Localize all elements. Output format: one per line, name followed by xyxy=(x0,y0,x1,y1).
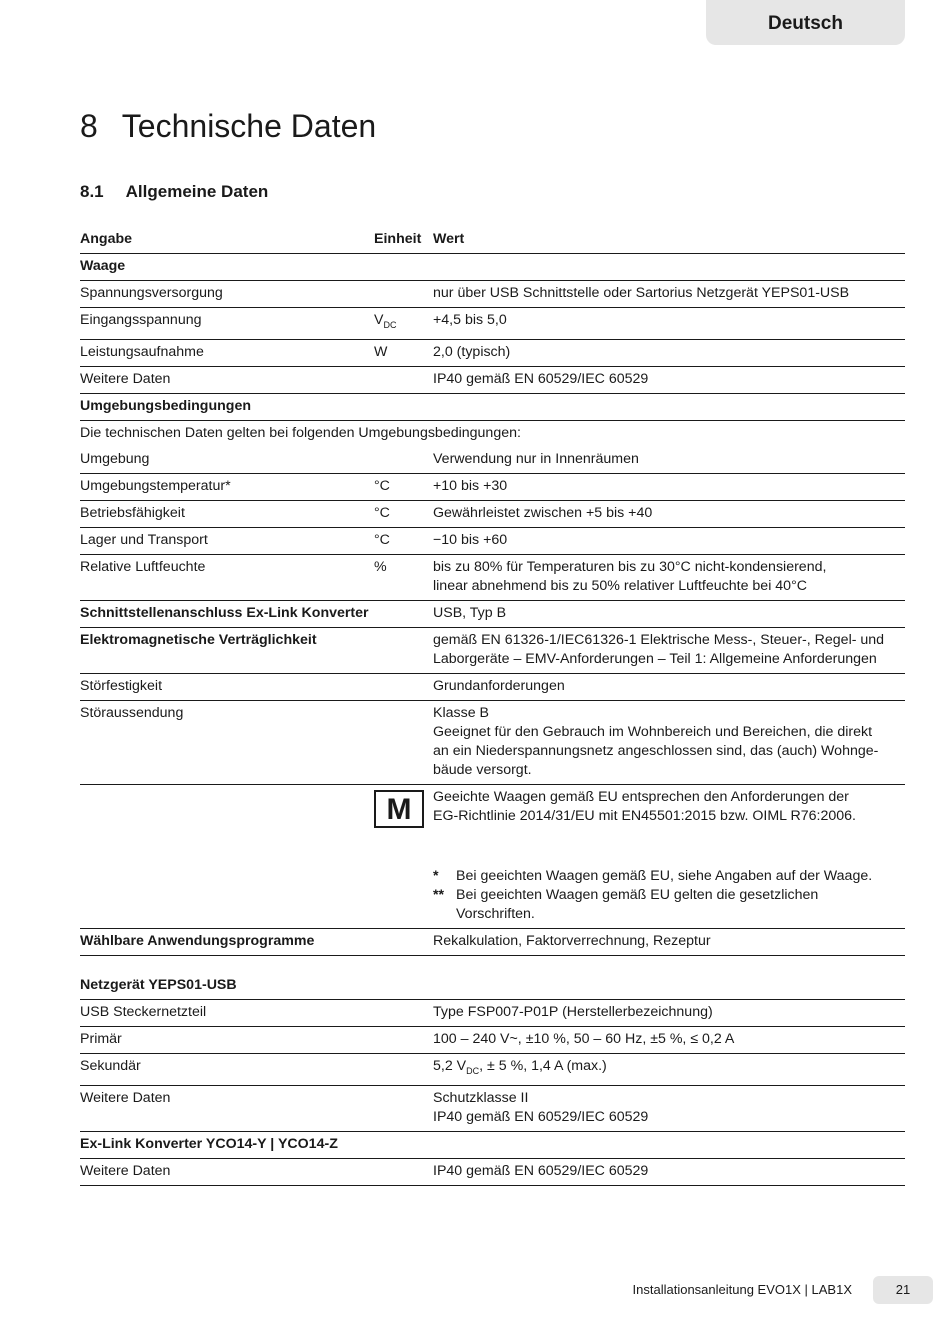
row-label: Spannungsversorgung xyxy=(80,281,374,308)
row-label: USB Steckernetzteil xyxy=(80,1000,433,1027)
row-value: Gewährleistet zwischen +5 bis +40 xyxy=(433,501,905,528)
row-unit xyxy=(374,281,433,308)
unit-symbol: V xyxy=(374,312,384,328)
column-header-unit: Einheit xyxy=(374,227,433,254)
spacer xyxy=(80,832,905,864)
spacer xyxy=(80,956,905,974)
footnote-list xyxy=(433,867,905,924)
table-row xyxy=(80,701,905,785)
row-unit xyxy=(374,447,433,474)
applications-value: Rekalkulation, Faktorverrechnung, Rezeptur xyxy=(433,929,905,956)
value-line: EG-Richtlinie 2014/31/EU mit EN45501:2015 bzw. OIML R76:2006. xyxy=(433,808,856,824)
value-line: gemäß EN 61326-1/IEC61326-1 Elektrische Mess-, Steuer-, Regel- und xyxy=(433,632,885,648)
column-header-value: Wert xyxy=(433,227,905,254)
group-heading-converter: Ex-Link Konverter YCO14-Y | YCO14-Z xyxy=(80,1132,905,1159)
group-heading-row xyxy=(80,973,905,1000)
footnote-line: Bei geeichten Waagen gemäß EU gelten die gesetzlichen xyxy=(456,887,819,903)
group-heading-environment: Umgebungsbedingungen xyxy=(80,394,905,421)
empty-cell xyxy=(80,785,374,833)
emc-label: Elektromagnetische Verträglichkeit xyxy=(80,628,433,674)
row-label: Eingangsspannung xyxy=(80,308,374,340)
group-heading-waage: Waage xyxy=(80,254,905,281)
row-value: Grundanforderungen xyxy=(433,674,905,701)
row-label: Weitere Daten xyxy=(80,1086,433,1132)
table-row xyxy=(80,555,905,601)
spacer-row xyxy=(80,832,905,864)
row-label: Weitere Daten xyxy=(80,367,374,394)
table-row xyxy=(80,308,905,340)
group-heading-row xyxy=(80,254,905,281)
metrology-mark-icon: M xyxy=(374,790,424,828)
table-header-row xyxy=(80,227,905,254)
spacer-row xyxy=(80,956,905,974)
group-heading-row xyxy=(80,394,905,421)
table-row xyxy=(80,1000,905,1027)
footnote-text xyxy=(456,886,818,924)
row-label: Lager und Transport xyxy=(80,528,374,555)
footnotes xyxy=(433,864,905,929)
chapter-heading xyxy=(80,104,376,148)
row-unit: °C xyxy=(374,474,433,501)
table-row xyxy=(80,929,905,956)
value-part: , ± 5 %, 1,4 A (max.) xyxy=(479,1058,607,1074)
value-line: bäude versorgt. xyxy=(433,762,532,778)
row-value xyxy=(433,1086,905,1132)
value-line: an ein Niederspannungsnetz angeschlossen sind, das (auch) Wohnge- xyxy=(433,743,879,759)
row-label: Betriebsfähigkeit xyxy=(80,501,374,528)
value-part: 5,2 V xyxy=(433,1058,467,1074)
table-row xyxy=(80,1086,905,1132)
emc-value xyxy=(433,628,905,674)
row-label: Sekundär xyxy=(80,1054,433,1086)
chapter-title: Technische Daten xyxy=(121,108,377,144)
row-unit: % xyxy=(374,555,433,601)
value-line: Klasse B xyxy=(433,705,489,721)
row-value xyxy=(433,555,905,601)
section-title: Allgemeine Daten xyxy=(125,182,269,201)
verification-row xyxy=(80,785,905,833)
table-row xyxy=(80,281,905,308)
row-value: +10 bis +30 xyxy=(433,474,905,501)
footnote-item xyxy=(433,867,905,886)
interface-label: Schnittstellenanschluss Ex-Link Konverter xyxy=(80,601,433,628)
row-value: nur über USB Schnittstelle oder Sartorius Netzgerät YEPS01-USB xyxy=(433,281,905,308)
table-row xyxy=(80,674,905,701)
interface-value: USB, Typ B xyxy=(433,601,905,628)
footnote-item xyxy=(433,886,905,924)
row-value: IP40 gemäß EN 60529/IEC 60529 xyxy=(433,367,905,394)
section-number: 8.1 xyxy=(80,182,104,201)
footer-document-title: Installationsanleitung EVO1X | LAB1X xyxy=(632,1282,852,1297)
chapter-number: 8 xyxy=(80,108,98,144)
table-row xyxy=(80,1054,905,1086)
page-number: 21 xyxy=(873,1276,933,1304)
table-row xyxy=(80,628,905,674)
row-label: Weitere Daten xyxy=(80,1159,433,1186)
table-row xyxy=(80,601,905,628)
footnote-mark: ** xyxy=(433,887,445,903)
row-unit: °C xyxy=(374,528,433,555)
value-line: bis zu 80% für Temperaturen bis zu 30°C nicht-kondensierend, xyxy=(433,559,827,575)
applications-label: Wählbare Anwendungsprogramme xyxy=(80,929,433,956)
row-unit: °C xyxy=(374,501,433,528)
row-value: Type FSP007-P01P (Herstellerbezeichnung) xyxy=(433,1000,905,1027)
footnote-mark: * xyxy=(433,868,439,884)
table-row xyxy=(80,474,905,501)
value-line: Schutzklasse II xyxy=(433,1090,529,1106)
spec-table xyxy=(80,227,905,1186)
section-heading xyxy=(80,180,268,204)
row-value xyxy=(433,701,905,785)
table-row xyxy=(80,447,905,474)
table-row xyxy=(80,367,905,394)
row-value xyxy=(433,1054,905,1086)
row-label: Umgebung xyxy=(80,447,374,474)
row-value: 2,0 (typisch) xyxy=(433,340,905,367)
row-unit xyxy=(374,367,433,394)
value-line: Laborgeräte – EMV-Anforderungen – Teil 1: Allgemeine Anforderungen xyxy=(433,651,877,667)
row-value: +4,5 bis 5,0 xyxy=(433,308,905,340)
footnotes-row xyxy=(80,864,905,929)
verification-mark-cell xyxy=(374,785,433,833)
row-value: IP40 gemäß EN 60529/IEC 60529 xyxy=(433,1159,905,1186)
value-line: Geeignet für den Gebrauch im Wohnbereich und Bereichen, die direkt xyxy=(433,724,873,740)
language-tab: Deutsch xyxy=(706,0,905,45)
row-label: Leistungsaufnahme xyxy=(80,340,374,367)
column-header-spec: Angabe xyxy=(80,227,374,254)
value-subscript: DC xyxy=(466,1066,480,1076)
table-row xyxy=(80,501,905,528)
row-label: Primär xyxy=(80,1027,433,1054)
group-heading-power-supply: Netzgerät YEPS01-USB xyxy=(80,973,905,1000)
row-label: Störfestigkeit xyxy=(80,674,433,701)
row-label: Umgebungstemperatur* xyxy=(80,474,374,501)
row-value: Verwendung nur in Innenräumen xyxy=(433,447,905,474)
row-label: Relative Luftfeuchte xyxy=(80,555,374,601)
unit-subscript: DC xyxy=(383,320,397,330)
environment-note: Die technischen Daten gelten bei folgenden Umgebungsbedingungen: xyxy=(80,425,521,441)
table-row xyxy=(80,1159,905,1186)
row-unit: W xyxy=(374,340,433,367)
footnote-text: Bei geeichten Waagen gemäß EU, siehe Angaben auf der Waage. xyxy=(456,868,873,884)
value-line: linear abnehmend bis zu 50% relativer Luftfeuchte bei 40°C xyxy=(433,578,807,594)
empty-cell xyxy=(80,864,433,929)
value-line: IP40 gemäß EN 60529/IEC 60529 xyxy=(433,1109,649,1125)
table-row xyxy=(80,1027,905,1054)
row-unit xyxy=(374,308,433,340)
row-value: −10 bis +60 xyxy=(433,528,905,555)
row-value: 100 – 240 V~, ±10 %, 50 – 60 Hz, ±5 %, ≤ 0,2 A xyxy=(433,1027,905,1054)
group-heading-row xyxy=(80,1132,905,1159)
table-row xyxy=(80,340,905,367)
footnote-line: Vorschriften. xyxy=(456,906,535,922)
note-row xyxy=(80,421,905,448)
value-line: Geeichte Waagen gemäß EU entsprechen den Anforderungen der xyxy=(433,789,849,805)
verification-text xyxy=(433,785,905,833)
row-label: Störaussendung xyxy=(80,701,433,785)
table-row xyxy=(80,528,905,555)
